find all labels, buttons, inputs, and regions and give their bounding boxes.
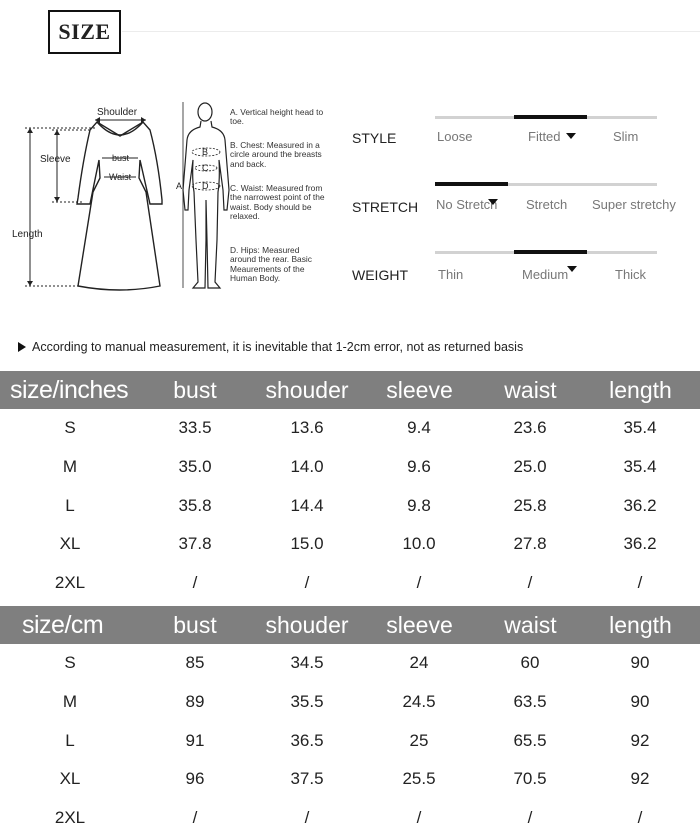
stretch-option-super-stretchy: Super stretchy — [592, 197, 676, 212]
cell-waist: 23.6 — [513, 418, 547, 437]
note-a: A. Vertical height head to toe. — [230, 107, 324, 127]
cell-shoulder: 14.4 — [290, 495, 324, 515]
cell-bust: 91 — [185, 730, 205, 750]
size-table-cm — [0, 606, 700, 838]
cell-length: / — [637, 808, 643, 828]
cell-waist: 63.5 — [513, 691, 547, 711]
style-marker-icon — [566, 133, 576, 139]
notice-text: According to manual measurement, it is inevitable that 1-2cm error, not as returned basis — [32, 340, 524, 354]
style-track — [435, 116, 657, 119]
cell-bust: 96 — [185, 769, 205, 789]
label-a: A — [176, 181, 183, 191]
cell-size: 2XL — [54, 573, 86, 593]
table-row — [0, 487, 700, 526]
label-b: B — [202, 147, 209, 157]
label-c: C — [202, 163, 209, 173]
cell-length: 90 — [630, 653, 650, 672]
stretch-option-no-stretch: No Stretch — [436, 197, 498, 212]
table-row — [0, 722, 700, 761]
cell-length: 36.2 — [623, 495, 657, 515]
cell-size: S — [64, 418, 76, 437]
header-length: length — [609, 612, 672, 638]
cell-sleeve: 9.8 — [407, 495, 431, 515]
header-sleeve: sleeve — [386, 377, 453, 403]
measurement-notice — [18, 340, 523, 354]
cell-length: 35.4 — [623, 456, 657, 476]
table-row — [0, 683, 700, 722]
cell-size: XL — [59, 769, 81, 789]
label-d: D — [202, 181, 209, 191]
size-title-text: SIZE — [58, 19, 111, 44]
cell-bust: 85 — [185, 653, 205, 672]
cell-bust: / — [192, 808, 198, 828]
cell-length: 36.2 — [623, 534, 657, 554]
cell-bust: 35.0 — [178, 456, 212, 476]
header-waist: waist — [504, 377, 557, 403]
table-row — [0, 799, 700, 838]
cell-sleeve: 10.0 — [402, 534, 436, 554]
label-waist: Waist — [109, 172, 132, 182]
table-row — [0, 409, 700, 448]
stretch-track — [435, 183, 657, 186]
weight-option-medium: Medium — [522, 267, 569, 282]
cell-length: 90 — [630, 691, 650, 711]
table-row — [0, 760, 700, 799]
stretch-marker-icon — [488, 199, 498, 205]
cell-size: 2XL — [54, 808, 86, 828]
cell-size: L — [65, 730, 75, 750]
note-b: B. Chest: Measured in a circle around the breasts and back. — [230, 140, 322, 169]
table-row — [0, 644, 700, 683]
weight-track — [435, 251, 657, 254]
table-row — [0, 564, 700, 603]
size-title — [48, 10, 121, 54]
label-bust: bust — [112, 153, 130, 163]
table-row — [0, 448, 700, 487]
style-option-loose: Loose — [437, 129, 473, 144]
header-waist: waist — [504, 612, 557, 638]
cell-sleeve: / — [416, 573, 422, 593]
header-shoulder: shouder — [265, 377, 349, 403]
cell-waist: 60 — [520, 653, 540, 672]
cell-waist: 25.0 — [513, 456, 547, 476]
cell-sleeve: 9.6 — [407, 456, 431, 476]
cell-waist: / — [527, 808, 533, 828]
size-table-inches — [0, 371, 700, 603]
cell-waist: 65.5 — [513, 730, 547, 750]
top-divider — [122, 31, 700, 32]
stretch-option-stretch: Stretch — [526, 197, 568, 212]
label-shoulder: Shoulder — [97, 107, 138, 118]
weight-option-thin: Thin — [438, 267, 464, 282]
table-row — [0, 525, 700, 564]
cell-sleeve: 24 — [409, 653, 429, 672]
table-header — [0, 371, 700, 409]
label-sleeve: Sleeve — [40, 154, 71, 165]
style-option-fitted: Fitted — [528, 129, 561, 144]
note-d: D. Hips: Measured around the rear. Basic Meaurements of the Human Body. — [230, 245, 312, 284]
cell-length: 92 — [630, 730, 650, 750]
measurement-diagram — [0, 100, 340, 300]
cell-shoulder: 14.0 — [290, 456, 324, 476]
cell-shoulder: 37.5 — [290, 769, 324, 789]
header-bust: bust — [173, 377, 217, 403]
weight-selected-segment — [514, 250, 587, 254]
stretch-selected-segment — [435, 182, 508, 186]
attr-label-weight: WEIGHT — [352, 267, 408, 283]
cell-length: 35.4 — [623, 418, 657, 437]
note-c: C. Waist: Measured from the narrowest point of the waist. Body should be relaxed. — [230, 183, 325, 222]
cell-length: 92 — [630, 769, 650, 789]
cell-sleeve: 25 — [409, 730, 429, 750]
cell-bust: 37.8 — [178, 534, 212, 554]
cell-bust: 35.8 — [178, 495, 212, 515]
label-length: Length — [12, 229, 43, 240]
header-bust: bust — [173, 612, 217, 638]
cell-shoulder: 13.6 — [290, 418, 324, 437]
cell-shoulder: 15.0 — [290, 534, 324, 554]
header-sleeve: sleeve — [386, 612, 453, 638]
cell-length: / — [637, 573, 643, 593]
cell-size: S — [64, 653, 76, 672]
cell-bust: / — [192, 573, 198, 593]
weight-marker-icon — [567, 266, 577, 272]
cell-sleeve: 25.5 — [402, 769, 436, 789]
weight-option-thick: Thick — [615, 267, 647, 282]
cell-bust: 89 — [185, 691, 205, 711]
attr-label-stretch: STRETCH — [352, 199, 419, 215]
cell-shoulder: / — [304, 808, 310, 828]
cell-size: XL — [59, 534, 81, 554]
cell-waist: / — [527, 573, 533, 593]
cell-size: M — [62, 691, 78, 711]
cell-waist: 70.5 — [513, 769, 547, 789]
cell-size: L — [65, 495, 75, 515]
cell-shoulder: 36.5 — [290, 730, 324, 750]
style-selected-segment — [514, 115, 587, 119]
style-option-slim: Slim — [613, 129, 639, 144]
cell-waist: 27.8 — [513, 534, 547, 554]
cell-sleeve: / — [416, 808, 422, 828]
header-shoulder: shouder — [265, 612, 349, 638]
cell-shoulder: 34.5 — [290, 653, 324, 672]
play-arrow-icon — [18, 342, 26, 352]
cell-sleeve: 24.5 — [402, 691, 436, 711]
header-length: length — [609, 377, 672, 403]
cell-bust: 33.5 — [178, 418, 212, 437]
cell-size: M — [62, 456, 78, 476]
cell-shoulder: / — [304, 573, 310, 593]
header-size: size/cm — [22, 611, 104, 639]
cell-waist: 25.8 — [513, 495, 547, 515]
cell-shoulder: 35.5 — [290, 691, 324, 711]
table-header — [0, 606, 700, 644]
header-size: size/inches — [10, 376, 129, 404]
attr-label-style: STYLE — [352, 130, 397, 146]
cell-sleeve: 9.4 — [407, 418, 431, 437]
